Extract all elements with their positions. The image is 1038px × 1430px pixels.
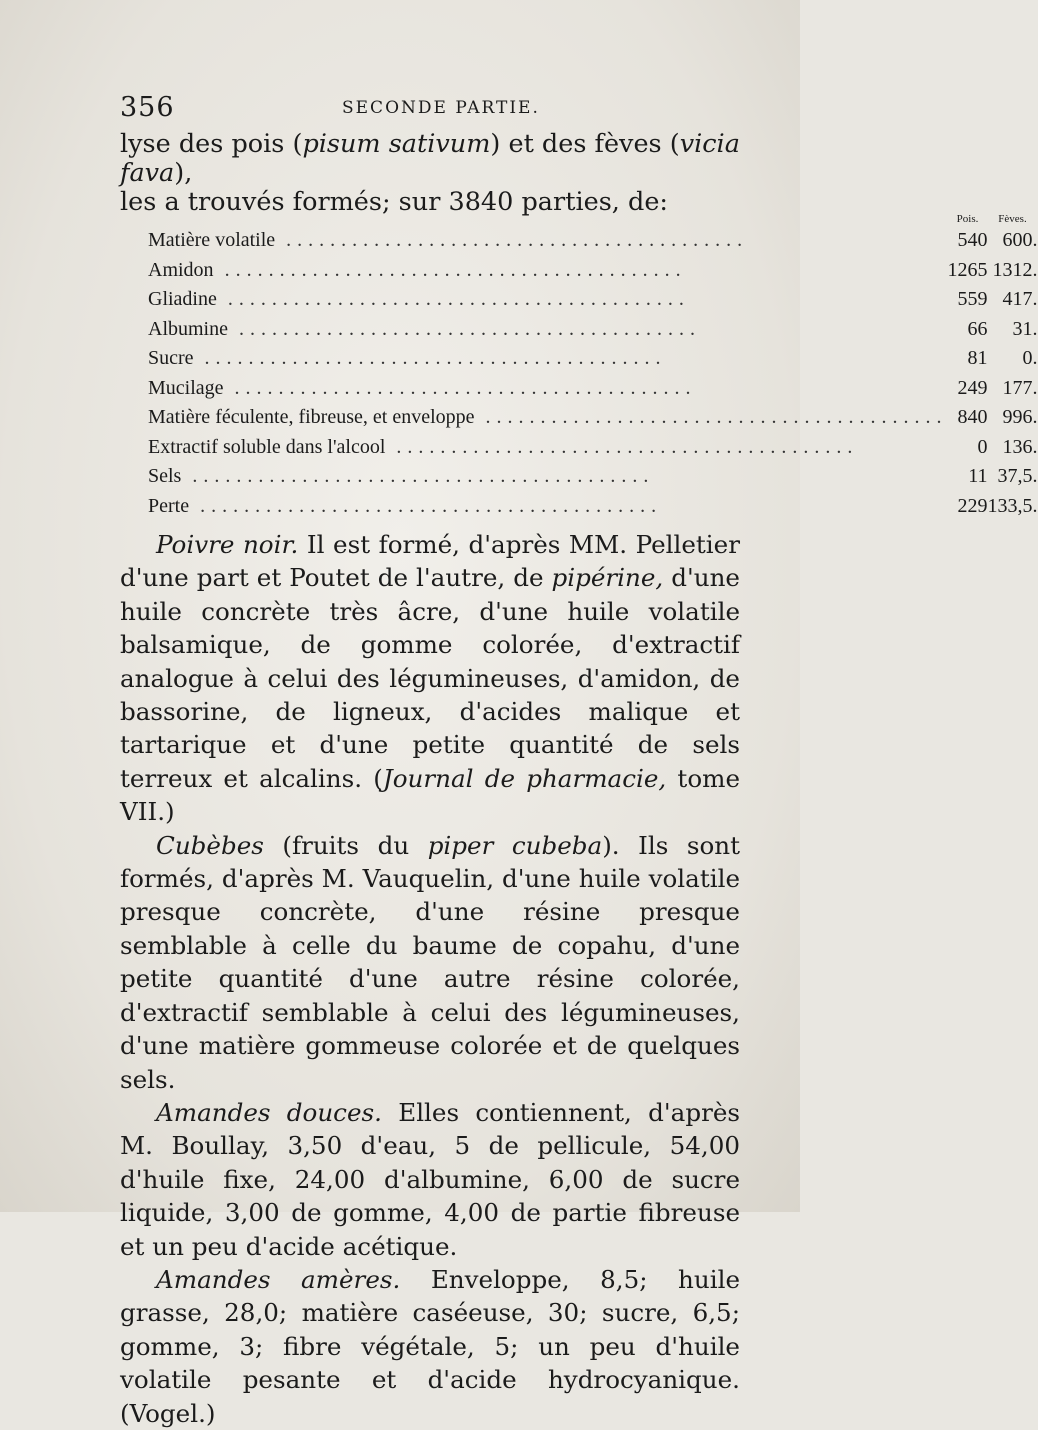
paragraph-amandes-douces xyxy=(120,1096,740,1263)
pois-value: 11 xyxy=(968,465,988,488)
feves-value: 0. xyxy=(1022,347,1038,370)
table-row xyxy=(148,462,1038,492)
row-label-text: Gliadine xyxy=(148,288,217,311)
row-label xyxy=(148,433,948,463)
feves-value: 1312. xyxy=(992,258,1038,281)
row-label xyxy=(148,403,948,433)
page-number: 356 xyxy=(120,92,175,123)
row-label xyxy=(148,315,948,345)
leader-dots: .......................................... xyxy=(223,376,697,399)
pois-value: 81 xyxy=(967,347,988,370)
column-header-pois: Pois. xyxy=(956,213,979,225)
table-row xyxy=(148,315,1038,345)
leader-dots: .......................................... xyxy=(193,347,667,370)
heading-poivre-noir: Poivre noir. xyxy=(156,530,299,559)
heading-amandes-douces: Amandes douces. xyxy=(156,1097,382,1127)
heading-amandes-ameres: Amandes amères. xyxy=(156,1264,401,1294)
leader-dots: .......................................... xyxy=(385,435,859,458)
paragraph-poivre-noir xyxy=(120,528,740,829)
pois-value: 0 xyxy=(977,435,988,458)
page-header xyxy=(120,92,740,126)
paragraph-text: Elles contiennent, d'après M. Boullay, 3,50 d'eau, 5 de pellicule, 54,00 d'huile fixe, 24,00 d'albumine, 6,00 de sucre liquide, 3,00 de gomme, 4,00 de partie fibreuse et un peu d'acide acétique. xyxy=(120,1097,740,1261)
leader-dots: .......................................... xyxy=(181,465,655,488)
paragraph-text: d'une huile concrète très âcre, d'une huile volatile balsamique, de gomme colorée, d'extractif analogue à celui des légumineuses, d'amidon, de bassorine, de ligneux, d'acides malique et tartarique et d'une petite quantité de sels terreux et alcalins. ( xyxy=(120,563,740,793)
pois-value: 66 xyxy=(967,317,988,340)
intro-species-pois: pisum sativum xyxy=(302,129,491,159)
intro-text: ) et des fèves ( xyxy=(490,129,680,159)
row-label-text: Amidon xyxy=(148,258,214,281)
row-label-text: Matière volatile xyxy=(148,229,276,252)
paragraph-text: tome VII.) xyxy=(120,763,740,827)
row-label xyxy=(148,256,948,286)
intro-paragraph xyxy=(120,130,740,217)
intro-text: lyse des pois ( xyxy=(120,129,303,159)
table-row xyxy=(148,492,1038,522)
row-label-text: Albumine xyxy=(148,317,228,340)
row-label xyxy=(148,462,948,492)
table-row xyxy=(148,374,1038,404)
row-label-text: Extractif soluble dans l'alcool xyxy=(148,435,386,458)
pois-value: 249 xyxy=(957,376,988,399)
feves-value: 417. xyxy=(1002,288,1038,311)
pois-value: 1265 xyxy=(947,258,988,281)
intro-text: ), xyxy=(174,158,193,188)
table-row xyxy=(148,433,1038,463)
column-header-feves: Fèves. xyxy=(998,213,1027,225)
paragraph-text: Enveloppe, 8,5; huile grasse, 28,0; matière caséeuse, 30; sucre, 6,5; gomme, 3; fibre végétale, 5; un peu d'huile volatile pesante et d'acide hydrocyanique. (Vogel.) xyxy=(120,1264,740,1428)
paragraph-text: Il est formé, d'après MM. Pelletier d'une part et Poutet de l'autre, de xyxy=(120,530,740,593)
running-title: SECONDE PARTIE. xyxy=(342,98,540,118)
paragraph-cubebes xyxy=(120,829,740,1096)
leader-dots: .......................................... xyxy=(189,494,663,517)
citation-journal: Journal de pharmacie, xyxy=(382,763,667,793)
table-row xyxy=(148,256,1038,286)
row-label xyxy=(148,344,948,374)
leader-dots: .......................................... xyxy=(216,288,690,311)
feves-value: 996. xyxy=(1002,406,1038,429)
feves-value: 37,5. xyxy=(997,465,1038,488)
row-label xyxy=(148,374,948,404)
pois-value: 559 xyxy=(957,288,988,311)
intro-line-1 xyxy=(120,130,740,188)
row-label xyxy=(148,226,948,256)
feves-value: 31. xyxy=(1012,317,1038,340)
table-row xyxy=(148,285,1038,315)
row-label xyxy=(148,285,948,315)
feves-value: 177. xyxy=(1002,376,1038,399)
row-label-text: Perte xyxy=(148,494,190,517)
composition-table xyxy=(148,212,1038,521)
table-header-blank xyxy=(148,212,948,226)
leader-dots: .......................................... xyxy=(474,406,948,429)
pois-value: 229 xyxy=(957,494,988,517)
pois-value: 540 xyxy=(957,229,988,252)
table-row xyxy=(148,344,1038,374)
paragraph-amandes-ameres xyxy=(120,1263,740,1430)
intro-line-2: les a trouvés formés; sur 3840 parties, de: xyxy=(120,187,669,217)
table-header-row xyxy=(148,212,1038,226)
row-label-text: Sucre xyxy=(148,347,194,370)
row-label-text: Sels xyxy=(148,465,182,488)
paragraph-text: ). Ils sont formés, d'après M. Vauquelin, d'une huile volatile presque concrète, d'une résine presque semblable à celle du baume de copahu, d'une petite quantité d'une autre résine colorée, d'extractif semblable à celui des légumineuses, d'une matière gommeuse colorée et de quelques sels. xyxy=(120,830,740,1094)
feves-value: 600. xyxy=(1002,229,1038,252)
row-label xyxy=(148,492,948,522)
feves-value: 136. xyxy=(1002,435,1038,458)
leader-dots: .......................................... xyxy=(228,317,701,340)
leader-dots: .......................................... xyxy=(213,258,687,281)
heading-cubebes: Cubèbes xyxy=(156,830,264,860)
table-row xyxy=(148,226,1038,256)
row-label-text: Matière féculente, fibreuse, et enveloppe xyxy=(148,406,475,429)
table-row xyxy=(148,403,1038,433)
intro-species-feves: vicia fava xyxy=(120,129,740,188)
leader-dots: .......................................... xyxy=(275,229,749,252)
row-label-text: Mucilage xyxy=(148,376,224,399)
feves-value: 133,5. xyxy=(987,494,1038,517)
paragraph-text: (fruits du xyxy=(263,830,428,860)
paragraphs xyxy=(120,528,740,1430)
term-piper-cubeba: piper cubeba xyxy=(427,830,603,860)
pois-value: 840 xyxy=(957,406,988,429)
term-piperine: pipérine, xyxy=(551,563,664,593)
